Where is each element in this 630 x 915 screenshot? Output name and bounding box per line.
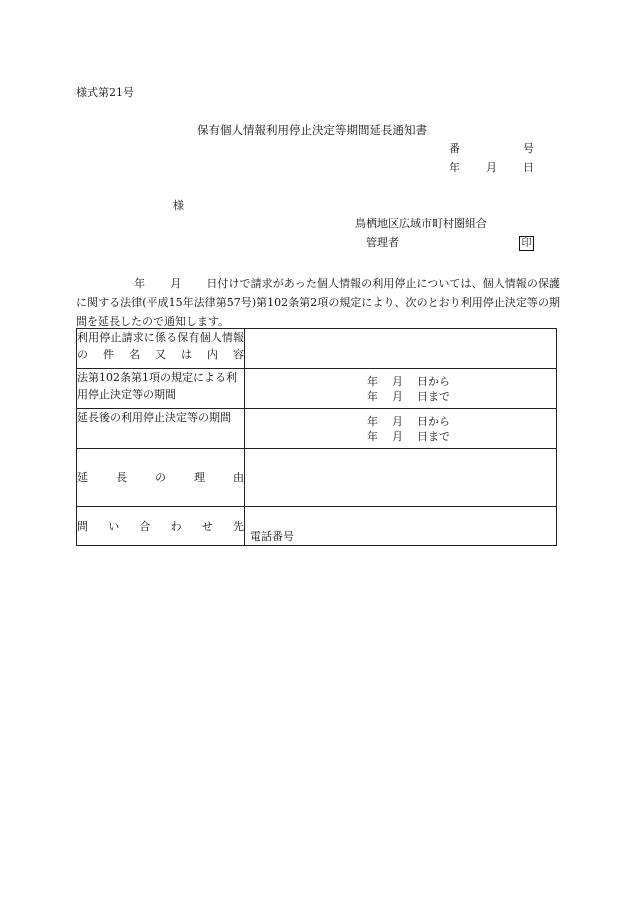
seal-label: 印 — [519, 236, 534, 251]
notice-paragraph — [76, 274, 560, 331]
phone-label: 電話番号 — [250, 530, 294, 543]
body-text: 日付けで請求があった個人情報の利用停止については、個人情報の保護に関する法律(平成15年法律第57号)第102条第2項の規定により、次のとおり利用停止決定等の期間を延長したので通知します。 — [76, 277, 561, 328]
table-row — [77, 449, 557, 507]
number-suffix: 号 — [523, 142, 534, 155]
table-row — [77, 329, 557, 369]
table-row — [77, 369, 557, 409]
row-value-original-period — [245, 369, 557, 409]
sender-title: 管理者 — [366, 236, 399, 249]
row-label-reason: 延長の理由 — [77, 449, 245, 507]
row-value-contact — [245, 507, 557, 546]
row-value-extended-period — [245, 409, 557, 449]
row-label-subject: 利用停止請求に係る保有個人情報の件名又は内容 — [77, 329, 245, 369]
original-period-dates: 年 月 日から 年 月 日まで — [367, 375, 450, 403]
notice-table — [76, 328, 557, 546]
seal-mark — [519, 236, 534, 251]
sender-organization: 鳥栖地区広域市町村圏組合 — [355, 217, 487, 230]
date-month: 月 — [486, 161, 497, 174]
table-row — [77, 507, 557, 546]
row-value-reason — [245, 449, 557, 507]
body-month: 月 — [170, 277, 182, 290]
number-label: 番 — [449, 142, 460, 155]
table-row — [77, 409, 557, 449]
addressee-suffix: 様 — [173, 199, 184, 212]
date-year: 年 — [449, 161, 460, 174]
extended-period-dates: 年 月 日から 年 月 日まで — [367, 415, 450, 443]
date-day: 日 — [523, 161, 534, 174]
form-number: 様式第21号 — [76, 86, 134, 99]
row-value-subject — [245, 329, 557, 369]
row-label-extended-period: 延長後の利用停止決定等の期間 — [77, 409, 245, 449]
row-label-original-period: 法第102条第1項の規定による利用停止決定等の期間 — [77, 369, 245, 409]
row-label-contact: 問い合わせ先 — [77, 507, 245, 546]
body-year: 年 — [134, 277, 146, 290]
document-title: 保有個人情報利用停止決定等期間延長通知書 — [197, 123, 427, 137]
